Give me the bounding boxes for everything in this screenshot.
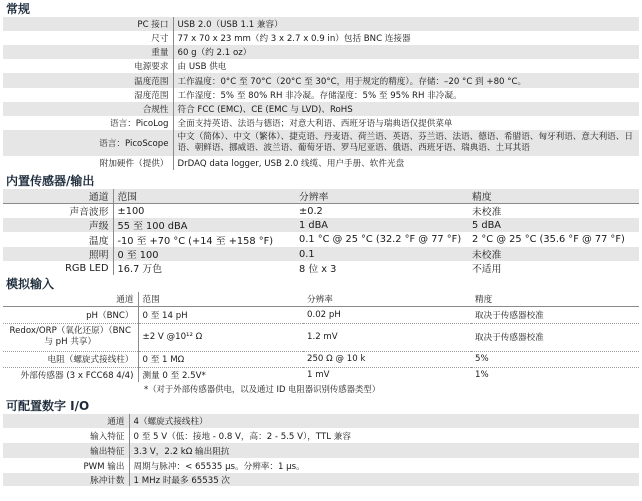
analog-table (3, 292, 639, 382)
row-label: 合规性 (3, 102, 173, 116)
table-row (3, 414, 639, 428)
section-title-digital: 可配置数字 I/O (6, 399, 90, 413)
row-value: 周期与脉冲：< 65535 µs。分辨率：1 µs。 (129, 458, 639, 473)
section-title-analog: 模拟输入 (6, 277, 55, 291)
table-row (3, 116, 639, 130)
table-cell: 外部传感器 (3 x FCC68 4/4) (3, 367, 138, 382)
row-value: 77 x 70 x 23 mm（约 3 x 2.7 x 0.9 in）包括 BNC 连接器 (173, 31, 639, 45)
row-value: 0 至 5 V（低：接地 - 0.8 V，高：2 - 5.5 V），TTL 兼容 (129, 428, 639, 443)
row-label: 脉冲计数 (3, 473, 129, 486)
table-row (3, 102, 639, 116)
row-label: 湿度范围 (3, 88, 173, 102)
column-header: 通道 (3, 189, 113, 204)
column-header: 范围 (113, 189, 295, 204)
footnote: *（对于外部传感器供电，以及通过 ID 电阻器识别传感器类型） (144, 384, 381, 394)
row-label: 重量 (3, 45, 173, 59)
general-table (3, 17, 639, 170)
table-cell: 8 位 x 3 (295, 261, 468, 275)
table-row (3, 130, 639, 156)
column-header: 范围 (138, 292, 303, 306)
table-cell: 1% (471, 367, 639, 382)
row-value: 工作温度：0°C 至 70°C（20°C 至 30°C，用于规定的精度）。存储：–20 °C 到 +80 °C。 (173, 73, 639, 88)
table-row (3, 323, 639, 351)
row-value: 由 USB 供电 (173, 59, 639, 73)
table-row (3, 306, 639, 323)
table-cell: RGB LED (3, 261, 113, 275)
table-cell: 5% (471, 351, 639, 367)
table-cell: 1 mV (303, 367, 471, 382)
table-header-row (3, 189, 639, 204)
row-label: 尺寸 (3, 31, 173, 45)
section-title-sensors: 内置传感器/输出 (6, 174, 95, 188)
table-row (3, 351, 639, 367)
table-row (3, 458, 639, 473)
table-cell: 测量 0 至 2.5V* (138, 367, 303, 382)
row-value: 中文（简体）、中文（繁体）、捷克语、丹麦语、荷兰语、英语、芬兰语、法语、德语、希腊语、匈牙利语、意大利语、日语、朝鲜语、挪威语、波兰语、葡萄牙语、罗马尼亚语、俄语、西班牙语、瑞典语、土耳其语 (173, 130, 639, 156)
column-header: 分辨率 (303, 292, 471, 306)
row-value: USB 2.0（USB 1.1 兼容） (173, 17, 639, 31)
table-cell: 0 至 100 (113, 247, 295, 261)
table-cell: 5 dBA (468, 218, 639, 232)
table-cell: Redox/ORP（氧化还原）（BNC 与 pH 共享） (3, 323, 138, 351)
section-title-general: 常规 (6, 2, 31, 16)
column-header: 精度 (468, 189, 639, 204)
table-row (3, 59, 639, 73)
table-cell: ±2 V @10¹² Ω (138, 323, 303, 351)
row-label: 输入特征 (3, 428, 129, 443)
table-row (3, 156, 639, 170)
table-row (3, 232, 639, 247)
table-cell: 声音波形 (3, 204, 113, 219)
table-cell: 0 至 14 pH (142, 310, 188, 321)
table-cell: 1 dBA (295, 218, 468, 232)
row-label: 输出特征 (3, 443, 129, 458)
table-row (3, 88, 639, 102)
table-row (3, 443, 639, 458)
column-header: 通道 (3, 292, 138, 306)
table-header-row (3, 292, 639, 306)
table-row (3, 218, 639, 232)
table-row (3, 367, 639, 382)
row-label: 语言：PicoScope (3, 130, 173, 156)
table-row (3, 73, 639, 88)
table-cell: 0 至 1 MΩ (138, 351, 303, 367)
table-row (3, 17, 639, 31)
table-cell: 温度 (3, 232, 113, 247)
sensors-table (3, 189, 639, 275)
table-row (3, 247, 639, 261)
table-row (3, 204, 639, 219)
table-cell: ±0.2 (295, 204, 468, 219)
table-cell: 2 °C @ 25 °C (35.6 °F @ 77 °F) (468, 232, 639, 247)
spec-page (0, 2, 642, 501)
table-row (3, 31, 639, 45)
table-cell: 取决于传感器校准 (471, 323, 639, 351)
row-label: 语言：PicoLog (3, 116, 173, 130)
row-value: 60 g（约 2.1 oz） (173, 45, 639, 59)
table-cell: 未校准 (468, 204, 639, 219)
row-value: 全面支持英语、法语与德语；对意大利语、西班牙语与瑞典语仅提供菜单 (173, 116, 639, 130)
table-cell: 照明 (3, 247, 113, 261)
row-label: PC 接口 (3, 17, 173, 31)
table-cell: -10 至 +70 °C (+14 至 +158 °F) (113, 232, 295, 247)
table-cell: 声级 (3, 218, 113, 232)
table-cell: 0.02 pH (307, 309, 341, 320)
table-cell: 55 至 100 dBA (113, 218, 295, 232)
row-label: 温度范围 (3, 73, 173, 88)
table-row (3, 428, 639, 443)
table-cell: 250 Ω @ 10 k (303, 351, 471, 367)
table-cell: pH（BNC） (3, 306, 138, 323)
row-value: 工作湿度：5% 至 80% RH 非冷凝。存储湿度：5% 至 95% RH 非冷凝。 (173, 88, 639, 102)
row-label: 附加硬件（提供） (3, 156, 173, 170)
table-cell: 不适用 (468, 261, 639, 275)
table-row (3, 261, 639, 275)
digital-table (3, 414, 639, 486)
row-value: 1 MHz 时最多 65535 次 (129, 473, 639, 486)
table-row (3, 473, 639, 486)
row-label: 电源要求 (3, 59, 173, 73)
table-cell: 电阻（螺旋式接线柱） (3, 351, 138, 367)
row-value: 符合 FCC (EMC)、CE (EMC 与 LVD)、RoHS (173, 102, 639, 116)
row-value: 4（螺旋式接线柱） (129, 414, 639, 428)
table-cell: 1.2 mV (303, 323, 471, 351)
table-cell: 未校准 (468, 247, 639, 261)
row-value: DrDAQ data logger, USB 2.0 线缆、用户手册、软件光盘 (173, 156, 639, 170)
column-header: 分辨率 (295, 189, 468, 204)
column-header: 精度 (471, 292, 639, 306)
table-cell: ±100 (113, 204, 295, 219)
row-label: PWM 输出 (3, 458, 129, 473)
table-row (3, 45, 639, 59)
table-cell: 0.1 (295, 247, 468, 261)
table-cell: 16.7 万色 (113, 261, 295, 275)
row-value: 3.3 V，2.2 kΩ 输出阻抗 (129, 443, 639, 458)
row-label: 通道 (3, 414, 129, 428)
table-cell: 取决于传感器校准 (475, 310, 544, 321)
table-cell: 0.1 °C @ 25 °C (32.2 °F @ 77 °F) (295, 232, 468, 247)
